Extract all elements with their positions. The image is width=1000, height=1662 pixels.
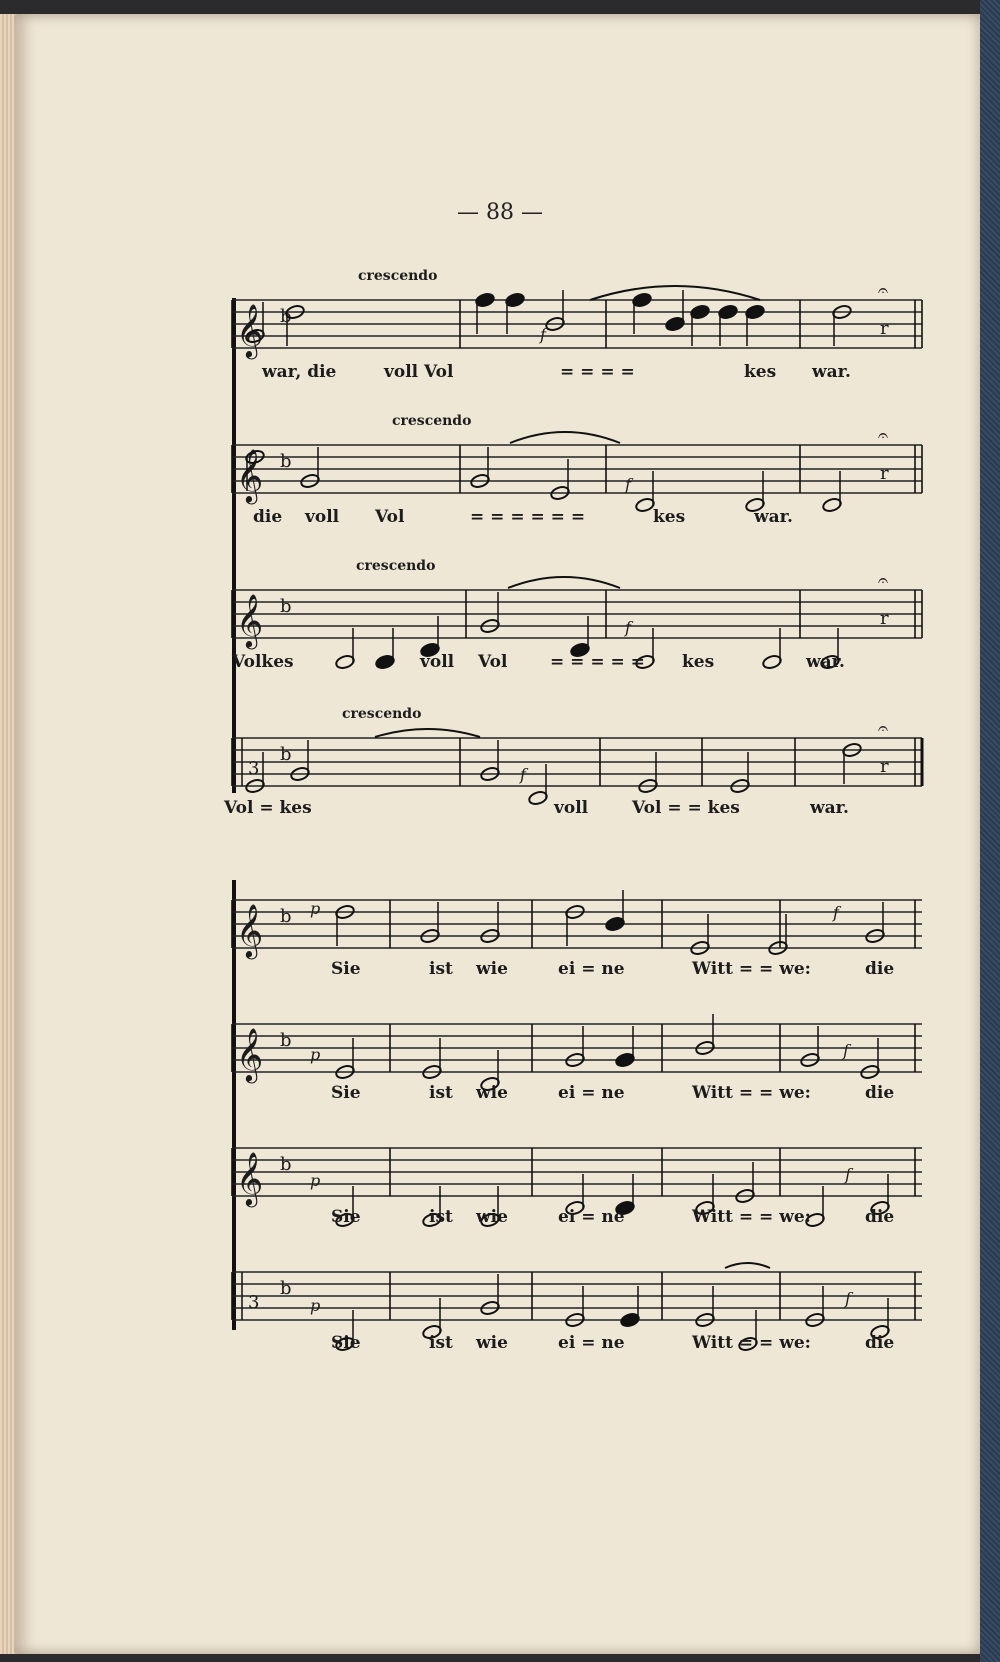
lyric-syllable: Witt = = we: bbox=[692, 959, 811, 979]
crescendo-marking: crescendo bbox=[358, 268, 438, 284]
forte-marking: f bbox=[833, 903, 839, 922]
lyric-syllable: voll Vol bbox=[384, 362, 454, 382]
key-signature-flat: b bbox=[280, 451, 292, 472]
lyric-syllable: Witt = = we: bbox=[692, 1207, 811, 1227]
lyric-syllable: ist bbox=[429, 1207, 453, 1227]
lyric-syllable: Witt = = we: bbox=[692, 1083, 811, 1103]
fermata: 𝄐 bbox=[878, 425, 889, 446]
system bbox=[232, 880, 922, 1353]
key-signature-flat: b bbox=[280, 1030, 292, 1051]
lyric-syllable: Sie bbox=[331, 1207, 361, 1227]
lyric-syllable: kes bbox=[744, 362, 777, 382]
rest: r bbox=[880, 608, 889, 629]
slur bbox=[725, 1263, 770, 1268]
lyric-syllable: die bbox=[865, 959, 895, 979]
note bbox=[615, 1052, 636, 1068]
lyric-syllable: war. bbox=[754, 507, 793, 527]
fermata: 𝄐 bbox=[878, 718, 889, 739]
note bbox=[475, 292, 496, 308]
lyric-syllable: Vol bbox=[375, 507, 405, 527]
forte-marking: f bbox=[625, 618, 631, 637]
treble-clef: 𝄞 bbox=[236, 1027, 264, 1081]
lyric-syllable: kes bbox=[653, 507, 686, 527]
key-signature-flat: b bbox=[280, 1154, 292, 1175]
note bbox=[605, 916, 626, 932]
staff bbox=[232, 268, 922, 382]
lyric-syllable: Vol = = kes bbox=[632, 798, 740, 818]
rest: r bbox=[880, 318, 889, 339]
lyric-syllable: wie bbox=[476, 959, 508, 979]
lyric-syllable: = = = = = = bbox=[470, 507, 586, 527]
treble-clef: 𝄞 bbox=[236, 1151, 264, 1205]
lyric-syllable: Sie bbox=[331, 959, 361, 979]
lyric-syllable: Sie bbox=[331, 1333, 361, 1353]
lyric-syllable: voll bbox=[554, 798, 589, 818]
crescendo-marking: crescendo bbox=[392, 413, 472, 429]
lyric-syllable: war. bbox=[806, 652, 845, 672]
lyric-syllable: die bbox=[865, 1083, 895, 1103]
note bbox=[335, 654, 356, 670]
piano-marking: p bbox=[310, 899, 321, 918]
lyric-syllable: ist bbox=[429, 1333, 453, 1353]
fermata: 𝄐 bbox=[878, 570, 889, 591]
lyric-syllable: ei = ne bbox=[558, 959, 625, 979]
note bbox=[620, 1312, 641, 1328]
slur bbox=[375, 729, 480, 737]
note bbox=[632, 292, 653, 308]
page-number: — 88 — bbox=[457, 200, 543, 225]
lyric-syllable: ist bbox=[429, 1083, 453, 1103]
lyric-syllable: war. bbox=[812, 362, 851, 382]
system bbox=[223, 268, 922, 818]
lyric-syllable: voll bbox=[420, 652, 455, 672]
staff bbox=[232, 413, 922, 527]
key-signature-flat: b bbox=[280, 1278, 292, 1299]
note bbox=[745, 304, 766, 320]
note bbox=[505, 292, 526, 308]
piano-marking: p bbox=[310, 1296, 321, 1315]
tenor-clef-mark: 3 bbox=[248, 758, 260, 779]
forte-marking: f bbox=[540, 325, 546, 344]
lyric-syllable: wie bbox=[476, 1333, 508, 1353]
key-signature-flat: b bbox=[280, 306, 292, 327]
note bbox=[762, 654, 783, 670]
tenor-clef-mark: 3 bbox=[248, 1292, 260, 1313]
slur bbox=[590, 286, 760, 300]
staff bbox=[231, 558, 922, 672]
forte-marking: f bbox=[845, 1289, 851, 1308]
lyric-syllable: ist bbox=[429, 959, 453, 979]
lyric-syllable: die bbox=[865, 1207, 895, 1227]
rest: r bbox=[880, 756, 889, 777]
staff bbox=[232, 1148, 922, 1228]
staff bbox=[232, 1014, 922, 1103]
note bbox=[718, 304, 739, 320]
key-signature-flat: b bbox=[280, 744, 292, 765]
lyric-syllable: kes bbox=[682, 652, 715, 672]
rest: r bbox=[880, 463, 889, 484]
treble-clef: 𝄞 bbox=[236, 448, 264, 502]
lyric-syllable: die bbox=[253, 507, 283, 527]
lyric-syllable: = = = = bbox=[560, 362, 635, 382]
lyric-syllable: Volkes bbox=[232, 652, 294, 672]
piano-marking: p bbox=[310, 1171, 321, 1190]
lyric-syllable: wie bbox=[476, 1083, 508, 1103]
forte-marking: f bbox=[843, 1041, 849, 1060]
lyric-syllable: ei = ne bbox=[558, 1207, 625, 1227]
slur bbox=[510, 432, 620, 443]
lyric-syllable: Vol = kes bbox=[224, 798, 312, 818]
lyric-syllable: war. bbox=[810, 798, 849, 818]
crescendo-marking: crescendo bbox=[356, 558, 436, 574]
note bbox=[528, 790, 549, 806]
staff bbox=[232, 890, 922, 979]
lyric-syllable: Sie bbox=[331, 1083, 361, 1103]
crescendo-marking: crescendo bbox=[342, 706, 422, 722]
lyric-syllable: ei = ne bbox=[558, 1083, 625, 1103]
lyric-syllable: Witt = = we: bbox=[692, 1333, 811, 1353]
note bbox=[375, 654, 396, 670]
key-signature-flat: b bbox=[280, 596, 292, 617]
staff bbox=[223, 706, 922, 818]
lyric-syllable: = = = = = bbox=[550, 652, 645, 672]
treble-clef: 𝄞 bbox=[236, 303, 264, 357]
slur bbox=[508, 577, 620, 588]
note bbox=[822, 497, 843, 513]
fermata: 𝄐 bbox=[878, 280, 889, 301]
note bbox=[665, 316, 686, 332]
lyric-syllable: wie bbox=[476, 1207, 508, 1227]
lyric-syllable: voll bbox=[305, 507, 340, 527]
lyric-syllable: Vol bbox=[478, 652, 508, 672]
lyric-syllable: ei = ne bbox=[558, 1333, 625, 1353]
piano-marking: p bbox=[310, 1045, 321, 1064]
forte-marking: f bbox=[520, 765, 526, 784]
lyric-syllable: war, die bbox=[262, 362, 337, 382]
key-signature-flat: b bbox=[280, 906, 292, 927]
treble-clef: 𝄞 bbox=[236, 593, 264, 647]
treble-clef: 𝄞 bbox=[236, 903, 264, 957]
note bbox=[690, 304, 711, 320]
forte-marking: f bbox=[625, 475, 631, 494]
lyric-syllable: die bbox=[865, 1333, 895, 1353]
staff bbox=[232, 1263, 922, 1353]
forte-marking: f bbox=[845, 1165, 851, 1184]
